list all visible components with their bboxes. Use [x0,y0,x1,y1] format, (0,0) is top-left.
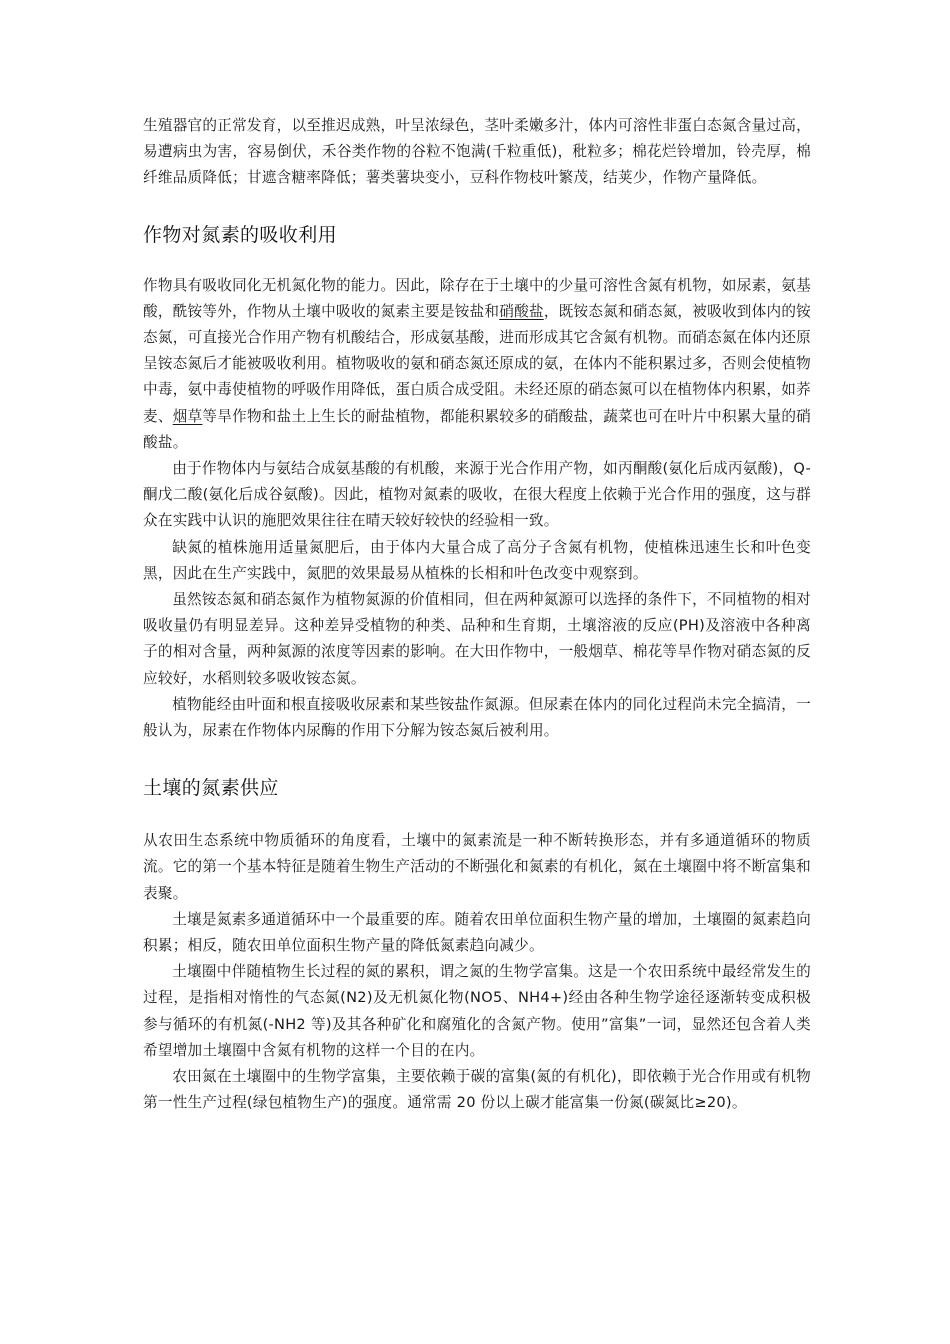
paragraph-text: ，既铵态氮和硝态氮，被吸收到体内的铵态氮，可直接光合作用产物有机酸结合，形成氨基酸，进而形成其它含氮有机物。而硝态氮在体内还原呈铵态氮后才能被吸收利用。植物吸收的氨和硝态氮还原成的氨，在体内不能积累过多，否则会使植物中毒，氨中毒使植物的呼吸作用降低，蛋白质合成受阻。未经还原的硝态氮可以在植物体内积累，如荞麦、 [143,302,812,425]
section-heading-soil-nitrogen-supply: 土壤的氮素供应 [143,777,279,800]
link-nitrate[interactable]: 硝酸盐 [499,302,544,320]
paragraph-soil-3: 土壤圈中伴随植物生长过程的氮的累积，谓之氮的生物学富集。这是一个农田系统中最经常发生的过程，是指相对惰性的气态氮(N2)及无机氮化物(NO5、NH4+)经由各种生物学途径逐渐转变成积极参与循环的有机氮(-NH2 等)及其各种矿化和腐殖化的含氮产物。使用”富集”一词，显然还包含着人类希望增加土壤圈中含氮有机物的这样一个目的在内。 [143,963,811,1059]
paragraph-absorption-2: 由于作物体内与氨结合成氨基酸的有机酸，来源于光合作用产物，如丙酮酸(氨化后成丙氨酸)，Q-酮戊二酸(氨化后成谷氨酸)。因此，植物对氮素的吸收，在很大程度上依赖于光合作用的强度，这与群众在实践中认识的施肥效果往往在晴天较好较快的经验相一致。 [143,460,811,530]
paragraph-absorption-3: 缺氮的植株施用适量氮肥后，由于体内大量合成了高分子含氮有机物，使植株迅速生长和叶色变黑，因此在生产实践中，氮肥的效果最易从植株的长相和叶色改变中观察到。 [143,538,811,582]
paragraph-text: 作物具有吸收同化无机氮化物的能力。因此，除存在于土壤中的少量可溶性含氮有机物，如尿素，氨基酸，酰铵等外，作物从土壤中吸收的氮素主要是铵盐和 [143,276,811,320]
paragraph-soil-1: 从农田生态系统中物质循环的角度看，土壤中的氮素流是一种不断转换形态，并有多通道循环的物质流。它的第一个基本特征是随着生物生产活动的不断强化和氮素的有机化，氮在土壤圈中将不断富集和表聚。 [143,832,811,902]
intro-paragraph: 生殖器官的正常发育，以至推迟成熟，叶呈浓绿色，茎叶柔嫩多汁，体内可溶性非蛋白态氮含量过高，易遭病虫为害，容易倒伏，禾谷类作物的谷粒不饱满(千粒重低)，秕粒多；棉花烂铃增加，铃壳厚，棉纤维品质降低；甘遮含糖率降低；薯类薯块变小，豆科作物枝叶繁茂，结荚少，作物产量降低。 [143,117,811,187]
link-tobacco[interactable]: 烟草 [172,407,203,425]
paragraph-absorption-1 [143,273,811,456]
paragraph-soil-2: 土壤是氮素多通道循环中一个最重要的库。随着农田单位面积生物产量的增加，土壤圈的氮素趋向积累；相反，随农田单位面积生物产量的降低氮素趋向减少。 [143,910,811,955]
paragraph-absorption-4: 虽然铵态氮和硝态氮作为植物氮源的价值相同，但在两种氮源可以选择的条件下，不同植物的相对吸收量仍有明显差异。这种差异受植物的种类、品种和生育期，土壤溶液的反应(PH)及溶液中各种离子的相对含量，两种氮源的浓度等因素的影响。在大田作物中，一般烟草、棉花等旱作物对硝态氮的反应较好，水稻则较多吸收铵态氮。 [143,591,811,687]
paragraph-soil-4: 农田氮在土壤圈中的生物学富集，主要依赖于碳的富集(氮的有机化)，即依赖于光合作用或有机物第一性生产过程(绿包植物生产)的强度。通常需 20 份以上碳才能富集一份氮(碳氮比≥20)。 [143,1068,811,1112]
document-body [143,113,811,1117]
paragraph-text: 等旱作物和盐土上生长的耐盐植物，都能积累较多的硝酸盐，蔬菜也可在叶片中积累大量的硝酸盐。 [143,407,812,451]
section-heading-nitrogen-absorption: 作物对氮素的吸收利用 [143,223,338,246]
paragraph-absorption-5: 植物能经由叶面和根直接吸收尿素和某些铵盐作氮源。但尿素在体内的同化过程尚未完全搞清，一般认为，尿素在作物体内尿酶的作用下分解为铵态氮后被利用。 [143,695,811,740]
